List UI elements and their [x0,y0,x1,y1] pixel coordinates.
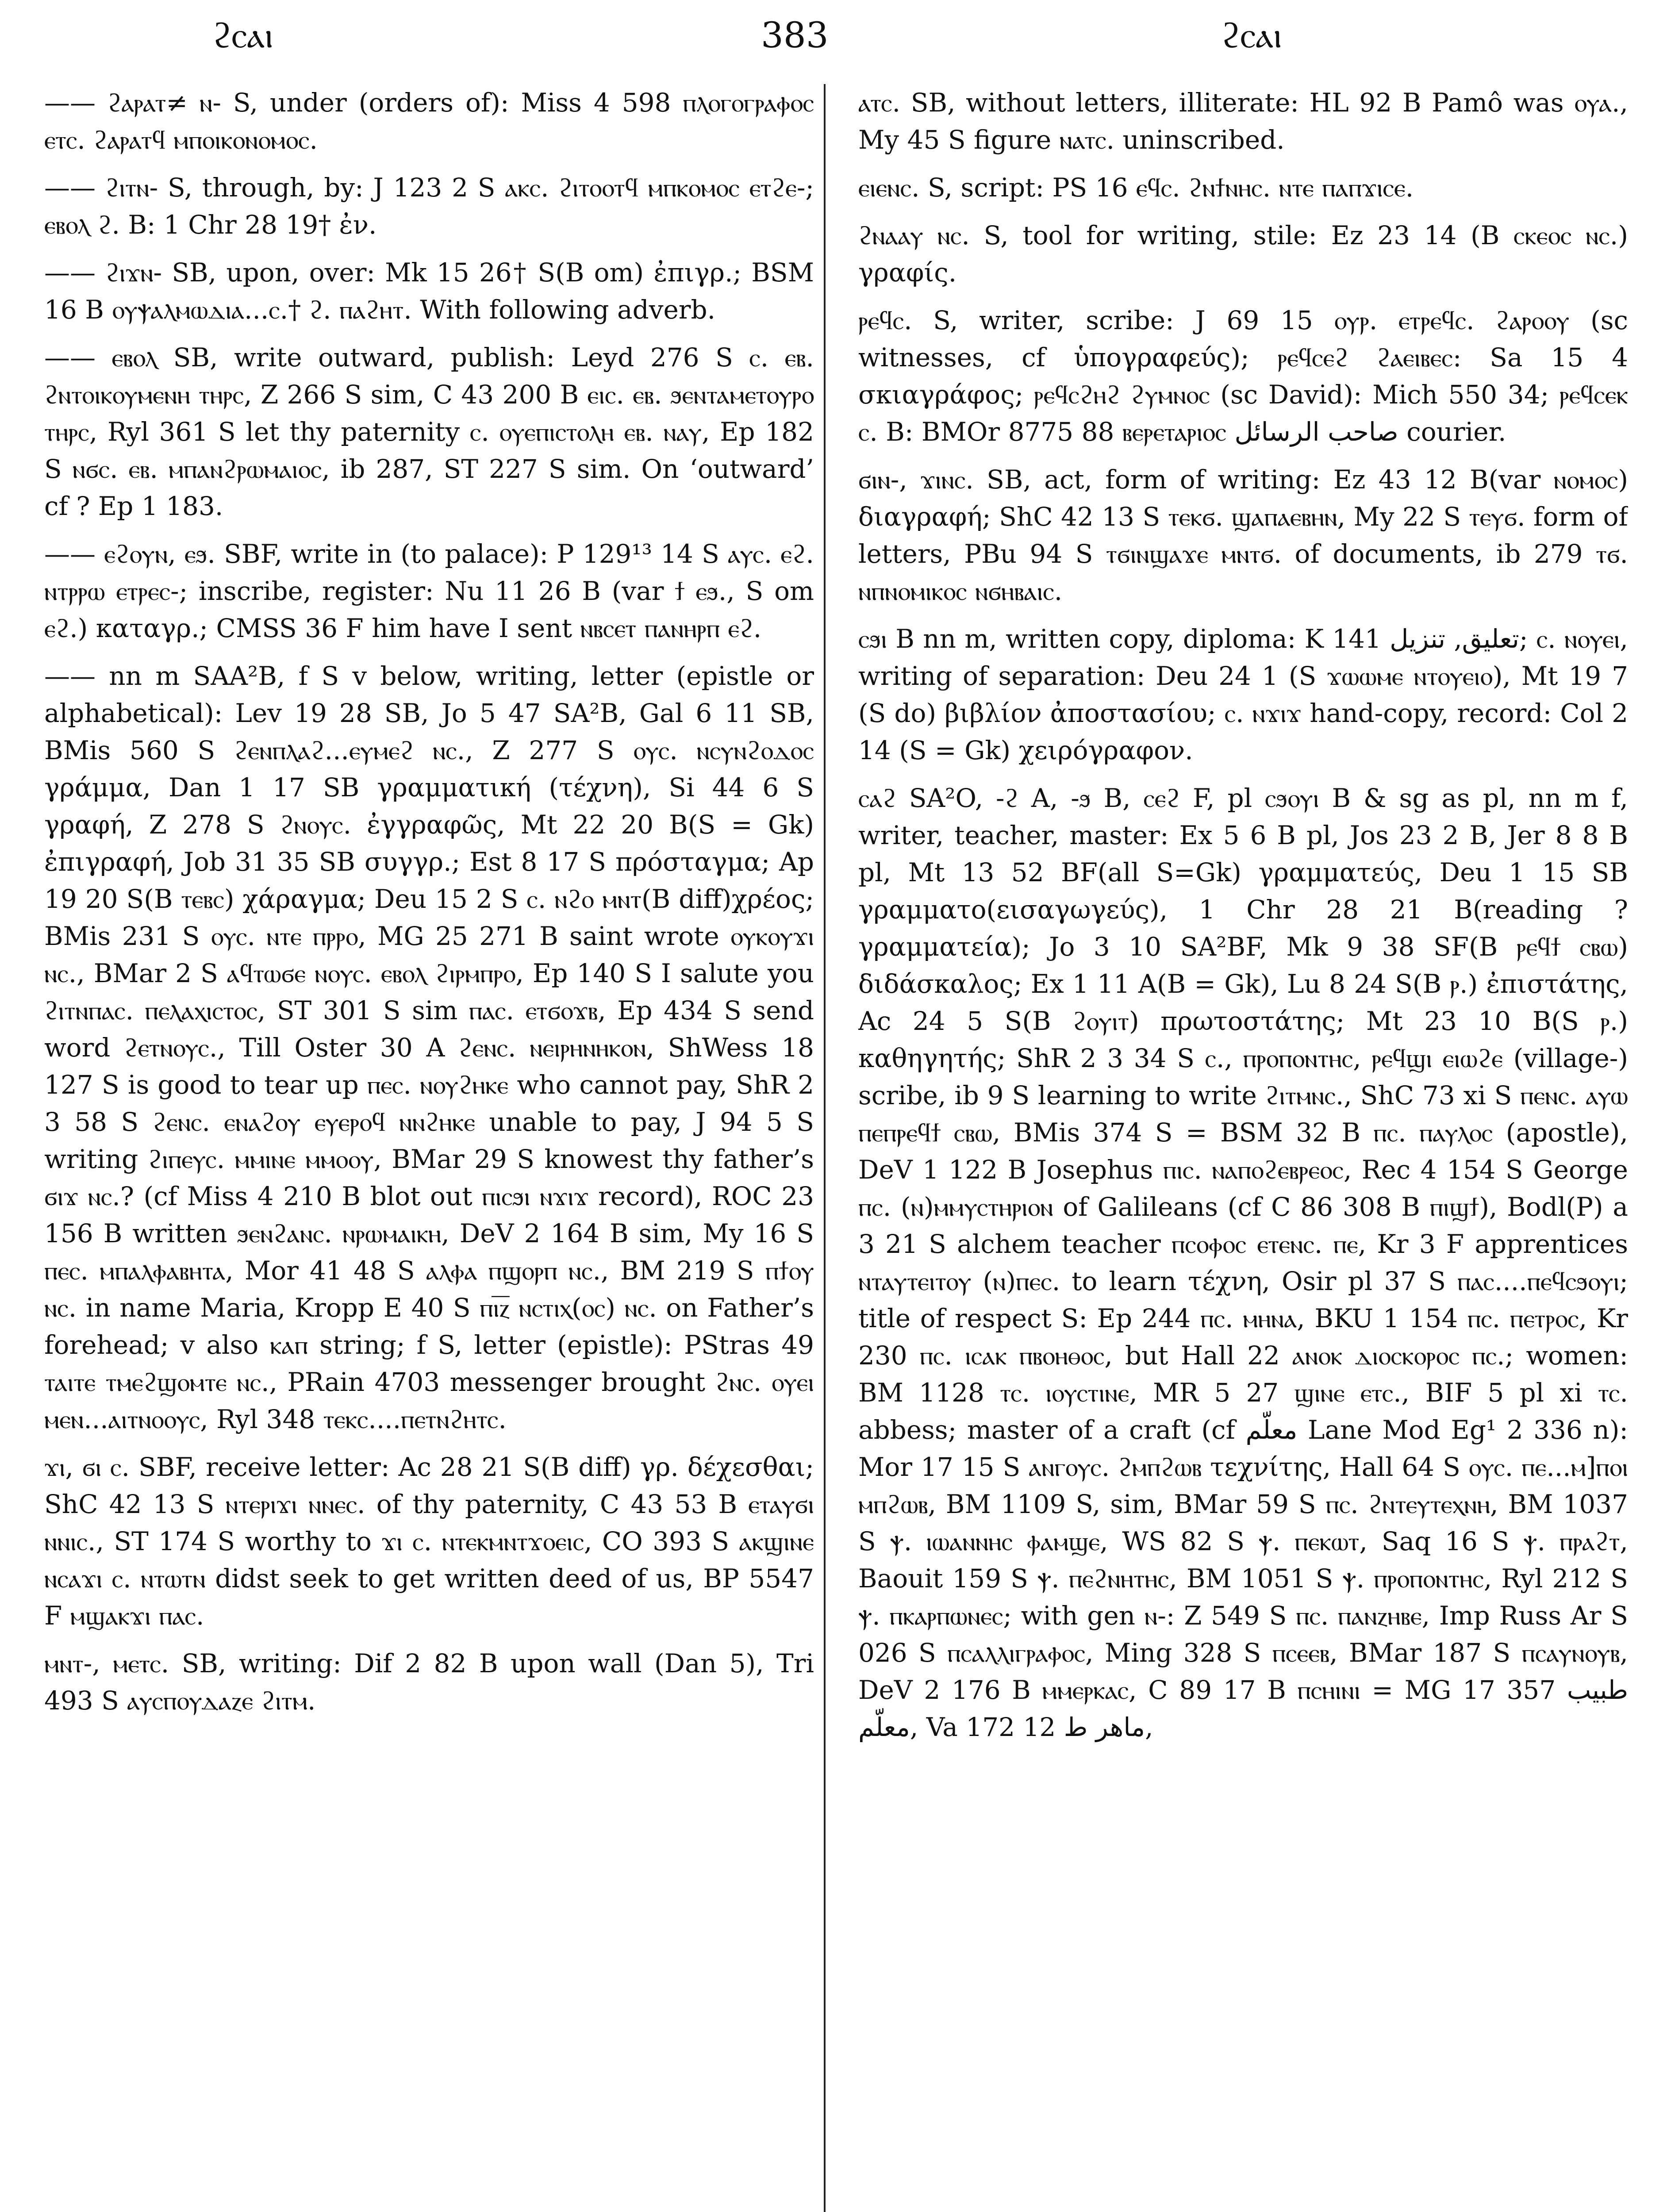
entry: ⲉⲓⲉⲛⲥ. S, script: PS 16 ⲉϥⲥ. ϩⲛϯⲛⲏⲥ. ⲛⲧⲉ ⲡⲁⲡϫⲓⲥⲉ. [858,173,1414,203]
entry: ϫⲓ, ϭⲓ ⲥ. SBF, receive letter: Ac 28 21 S(B diff) γρ. δέχεσθαι; ShC 42 13 S ⲛⲧⲉⲣⲓϫⲓ ⲛⲛⲉⲥ. of thy paternity, C 43 53 B ⲉⲧⲁⲩϭⲓ ⲛⲛⲓⲥ., ST 174 S worthy to ϫⲓ ⲥ. ⲛⲧⲉⲕⲙⲛⲧϫⲟⲉⲓⲥ, CO 393 S ⲁⲕϣⲓⲛⲉ ⲛⲥⲁϫⲓ ⲥ. ⲛⲧⲱⲧⲛ didst seek to get written deed of us, BP 5547 F ⲙϣⲁⲕϫⲓ ⲡⲁⲥ. [44,1452,814,1631]
entry: ⲥϧⲓ B nn m, written copy, diploma: K 141 تعليق, تنزيل; ⲥ. ⲛⲟⲩⲉⲓ, writing of separation: Deu 24 1 (S ϫⲱⲱⲙⲉ ⲛⲧⲟⲩⲉⲓⲟ), Mt 19 7 (S do) βιβλίον ἀποστασίου; ⲥ. ⲛϫⲓϫ hand-copy, record: Col 2 14 (S = Gk) χειρόγραφον. [858,624,1628,765]
header-right-catchword: ϩⲥⲁⲓ [1221,15,1282,56]
entry: ⲁⲧⲥ. SB, without letters, illiterate: HL 92 B Pamô was ⲟⲩⲁ., My 45 S figure ⲛⲁⲧⲥ. uninscribed. [858,88,1628,155]
entry: ϩⲛⲁⲁⲩ ⲛⲥ. S, tool for writing, stile: Ez 23 14 (B ⲥⲕⲉⲟⲥ ⲛⲥ.) γραφίς. [858,220,1628,288]
entry: —— ⲉⲃⲟⲗ SB, write outward, publish: Leyd 276 S ⲥ. ⲉⲃ. ϩⲛⲧⲟⲓⲕⲟⲩⲙⲉⲛⲏ ⲧⲏⲣⲥ, Z 266 S sim, C 43 200 B ⲉⲓⲥ. ⲉⲃ. ϧⲉⲛⲧⲁⲙⲉⲧⲟⲩⲣⲟ ⲧⲏⲣⲥ, Ryl 361 S let thy paternity ⲥ. ⲟⲩⲉⲡⲓⲥⲧⲟⲗⲏ ⲉⲃ. ⲛⲁⲩ, Ep 182 S ⲛϭⲥ. ⲉⲃ. ⲙⲡⲁⲛϩⲣⲱⲙⲁⲓⲟⲥ, ib 287, ST 227 S sim. On ‘outward’ cf ? Ep 1 183. [44,342,814,521]
entry: —— ϩⲁⲣⲁⲧ≠ ⲛ- S, under (orders of): Miss 4 598 ⲡⲗⲟⲅⲟⲅⲣⲁⲫⲟⲥ ⲉⲧⲥ. ϩⲁⲣⲁⲧϥ ⲙⲡⲟⲓⲕⲟⲛⲟⲙⲟⲥ. [44,88,814,155]
entry: ⲙⲛⲧ-, ⲙⲉⲧⲥ. SB, writing: Dif 2 82 B upon wall (Dan 5), Tri 493 S ⲁⲩⲥⲡⲟⲩⲇⲁⲍⲉ ϩⲓⲧⲙ. [44,1648,814,1716]
entry: ⲥⲁϩ SA²O, -ϩ A, -ϧ B, ⲥⲉϩ F, pl ⲥϧⲟⲩⲓ B & sg as pl, nn m f, writer, teacher, master: Ex 5 6 B pl, Jos 23 2 B, Jer 8 8 B pl, Mt 13 52 BF(all S=Gk) γραμματεύς, Deu 1 15 SB γραμματο(εισαγωγεύς), 1 Chr 28 21 B(reading ? γραμματεία); Jo 3 10 SA²BF, Mk 9 38 SF(B ⲣⲉϥϯ ⲥⲃⲱ) διδάσκαλος; Ex 1 11 A(B = Gk), Lu 8 24 S(B ⲣ.) ἐπιστάτης, Ac 24 5 S(B ϩⲟⲩⲓⲧ) πρωτοστάτης; Mt 23 10 B(S ⲣ.) καθηγητής; ShR 2 3 34 S ⲥ., ⲡⲣⲟⲡⲟⲛⲧⲏⲥ, ⲣⲉϥϣⲓ ⲉⲓⲱϩⲉ (village-) scribe, ib 9 S learning to write ϩⲓⲧⲙⲛⲥ., ShC 73 xi S ⲡⲉⲛⲥ. ⲁⲩⲱ ⲡⲉⲡⲣⲉϥϯ ⲥⲃⲱ, BMis 374 S = BSM 32 B ⲡⲥ. ⲡⲁⲩⲗⲟⲥ (apostle), DeV 1 122 B Josephus ⲡⲓⲥ. ⲛⲁⲡⲟϩⲉⲃⲣⲉⲟⲥ, Rec 4 154 S George ⲡⲥ. (ⲛ)ⲙⲙⲩⲥⲧⲏⲣⲓⲟⲛ of Galileans (cf C 86 308 B ⲡⲓϣϯ), Bodl(P) a 3 21 S alchem teacher ⲡⲥⲟⲫⲟⲥ ⲉⲧⲉⲛⲥ. ⲡⲉ, Kr 3 F apprentices ⲛⲧⲁⲩⲧⲉⲓⲧⲟⲩ (ⲛ)ⲡⲉⲥ. to learn τέχνη, Osir pl 37 S ⲡⲁⲥ....ⲡⲉϥⲥϧⲟⲩⲓ; title of respect S: Ep 244 ⲡⲥ. ⲙⲏⲛⲁ, BKU 1 154 ⲡⲥ. ⲡⲉⲧⲣⲟⲥ, Kr 230 ⲡⲥ. ⲓⲥⲁⲕ ⲡⲃⲟⲏⲑⲟⲥ, but Hall 22 ⲁⲛⲟⲕ ⲇⲓⲟⲥⲕⲟⲣⲟⲥ ⲡⲥ.; women: BM 1128 ⲧⲥ. ⲓⲟⲩⲥⲧⲓⲛⲉ, MR 5 27 ϣⲓⲛⲉ ⲉⲧⲥ., BIF 5 pl xi ⲧⲥ. abbess; master of a craft (cf معلّم Lane Mod Eg¹ 2 336 n): Mor 17 15 S ⲁⲛⲅⲟⲩⲥ. ϩⲙⲡϩⲱⲃ τεχνίτης, Hall 64 S ⲟⲩⲥ. ⲡⲉ...ⲙ]ⲡⲟⲓ ⲙⲡϩⲱⲃ, BM 1109 S, sim, BMar 59 S ⲡⲥ. ϩⲛⲧⲉⲩⲧⲉⲭⲛⲏ, BM 1037 S ⲯ. ⲓⲱⲁⲛⲛⲏⲥ ⲫⲁⲙϣⲉ, WS 82 S ⲯ. ⲡⲉⲕⲱⲧ, Saq 16 S ⲯ. ⲡⲣⲁϩⲧ, Baouit 159 S ⲯ. ⲡⲉϩⲛⲏⲧⲏⲥ, BM 1051 S ⲯ. ⲡⲣⲟⲡⲟⲛⲧⲏⲥ, Ryl 212 S ⲯ. ⲡⲕⲁⲣⲡⲱⲛⲉⲥ; with gen ⲛ-: Z 549 S ⲡⲥ. ⲡⲁⲛⲍⲏⲃⲉ, Imp Russ Ar S 026 S ⲡⲥⲁⲗⲗⲓⲅⲣⲁⲫⲟⲥ, Ming 328 S ⲡⲥⲉⲉⲃ, BMar 187 S ⲡⲥⲁⲩⲛⲟⲩⲃ, DeV 2 176 B ⲙⲙⲉⲣⲕⲁⲥ, C 89 17 B ⲡⲥⲏⲓⲛⲓ = MG 17 357 طبيب معلّم, Va 172 12 ماهر ط, [858,783,1628,1742]
right-column [858,84,1628,2212]
left-column [44,84,814,2212]
entry: —— ϩⲓϫⲛ- SB, upon, over: Mk 15 26† S(B om) ἐπιγρ.; BSM 16 B ⲟⲩⲯⲁⲗⲙⲱⲇⲓⲁ...ⲥ.† ϩ. ⲡⲁϩⲏⲧ. With following adverb. [44,257,814,325]
entry: ⲣⲉϥⲥ. S, writer, scribe: J 69 15 ⲟⲩⲣ. ⲉⲧⲣⲉϥⲥ. ϩⲁⲣⲟⲟⲩ (sc witnesses, cf ὑπογραφεύς); ⲣⲉϥⲥⲉϩ ϩⲁⲉⲓⲃⲉⲥ: Sa 15 4 σκιαγράφος; ⲣⲉϥⲥϩⲏϩ ϩⲩⲙⲛⲟⲥ (sc David): Mich 550 34; ⲣⲉϥⲥⲉⲕ ⲥ. B: BMOr 8775 88 ⲃⲉⲣⲉⲧⲁⲣⲓⲟⲥ صاحب الرسائل courier. [858,305,1628,447]
column-divider [824,84,826,2212]
entry: —— ⲉϩⲟⲩⲛ, ⲉϧ. SBF, write in (to palace): P 129¹³ 14 S ⲁⲩⲥ. ⲉϩ. ⲛⲧⲣⲣⲱ ⲉⲧⲣⲉⲥ-; inscribe, register: Nu 11 26 B (var ϯ ⲉϧ., S om ⲉϩ.) καταγρ.; CMSS 36 F him have I sent ⲛⲃⲥⲉⲧ ⲡⲁⲛⲏⲣⲡ ⲉϩ. [44,539,814,643]
page-number: 383 [761,15,829,56]
entry: ϭⲓⲛ-, ϫⲓⲛⲥ. SB, act, form of writing: Ez 43 12 B(var ⲛⲟⲙⲟⲥ) διαγραφή; ShC 42 13 S ⲧⲉⲕϭ. ϣⲁⲡⲁⲉⲃⲏⲛ, My 22 S ⲧⲉⲩϭ. form of letters, PBu 94 S ⲧϭⲓⲛϣⲁϫⲉ ⲙⲛⲧϭ. of documents, ib 279 ⲧϭ. ⲛⲡⲛⲟⲙⲓⲕⲟⲥ ⲛϭⲏⲃⲁⲓⲥ. [858,465,1628,606]
entry: —— nn m SAA²B, f S v below, writing, letter (epistle or alphabetical): Lev 19 28 SB, Jo 5 47 SA²B, Gal 6 11 SB, BMis 560 S ϩⲉⲛⲡⲗⲁϩ...ⲉⲩⲙⲉϩ ⲛⲥ., Z 277 S ⲟⲩⲥ. ⲛⲥⲩⲛϩⲟⲇⲟⲥ γράμμα, Dan 1 17 SB γραμματική (τέχνη), Si 44 6 S γραφή, Z 278 S ϩⲛⲟⲩⲥ. ἐγγραφῶς, Mt 22 20 B(S = Gk) ἐπιγραφή, Job 31 35 SB συγγρ.; Est 8 17 S πρόσταγμα; Ap 19 20 S(B ⲧⲉⲃⲥ) χάραγμα; Deu 15 2 S ⲥ. ⲛϩⲟ ⲙⲛⲧ(B diff)χρέος; BMis 231 S ⲟⲩⲥ. ⲛⲧⲉ ⲡⲣⲣⲟ, MG 25 271 B saint wrote ⲟⲩⲕⲟⲩϫⲓ ⲛⲥ., BMar 2 S ⲁϥⲧⲱϭⲉ ⲛⲟⲩⲥ. ⲉⲃⲟⲗ ϩⲓⲣⲙⲡⲣⲟ, Ep 140 S I salute you ϩⲓⲧⲛⲡⲁⲥ. ⲡⲉⲗⲁⲭⲓⲥⲧⲟⲥ, ST 301 S sim ⲡⲁⲥ. ⲉⲧϭⲟϫⲃ, Ep 434 S send word ϩⲉⲧⲛⲟⲩⲥ., Till Oster 30 A ϩⲉⲛⲥ. ⲛⲉⲓⲣⲏⲛⲏⲕⲟⲛ, ShWess 18 127 S is good to tear up ⲡⲉⲥ. ⲛⲟⲩϩⲏⲕⲉ who cannot pay, ShR 2 3 58 S ϩⲉⲛⲥ. ⲉⲛⲁϩⲟⲩ ⲉⲩⲉⲣⲟϥ ⲛⲛϩⲏⲕⲉ unable to pay, J 94 5 S writing ϩⲓⲡⲉⲩⲥ. ⲙⲙⲓⲛⲉ ⲙⲙⲟⲟⲩ, BMar 29 S knowest thy father’s ϭⲓϫ ⲛⲥ.? (cf Miss 4 210 B blot out ⲡⲓⲥϧⲓ ⲛϫⲓϫ record), ROC 23 156 B written ϧⲉⲛϩⲁⲛⲥ. ⲛⲣⲱⲙⲁⲓⲕⲏ, DeV 2 164 B sim, My 16 S ⲡⲉⲥ. ⲙⲡⲁⲗⲫⲁⲃⲏⲧⲁ, Mor 41 48 S ⲁⲗⲫⲁ ⲡϣⲟⲣⲡ ⲛⲥ., BM 219 S ⲡϯⲟⲩ ⲛⲥ. in name Maria, Kropp E 40 S ⲡⲓ̅ⲍ̅ ⲛⲥⲧⲓⲭ(ⲟⲥ) ⲛⲥ. on Father’s forehead; v also ⲕⲁⲡ string; f S, letter (epistle): PStras 49 ⲧⲁⲓⲧⲉ ⲧⲙⲉϩϣⲟⲙⲧⲉ ⲛⲥ., PRain 4703 messenger brought ϩⲛⲥ. ⲟⲩⲉⲓ ⲙⲉⲛ...ⲁⲓⲧⲛⲟⲟⲩⲥ, Ryl 348 ⲧⲉⲕⲥ....ⲡⲉⲧⲛϩⲏⲧⲥ. [44,661,814,1434]
entry: —— ϩⲓⲧⲛ- S, through, by: J 123 2 S ⲁⲕⲥ. ϩⲓⲧⲟⲟⲧϥ ⲙⲡⲕⲟⲙⲟⲥ ⲉⲧϩⲉ-; ⲉⲃⲟⲗ ϩ. B: 1 Chr 28 19† ἐν. [44,173,814,240]
header-left-catchword: ϩⲥⲁⲓ [212,15,273,56]
